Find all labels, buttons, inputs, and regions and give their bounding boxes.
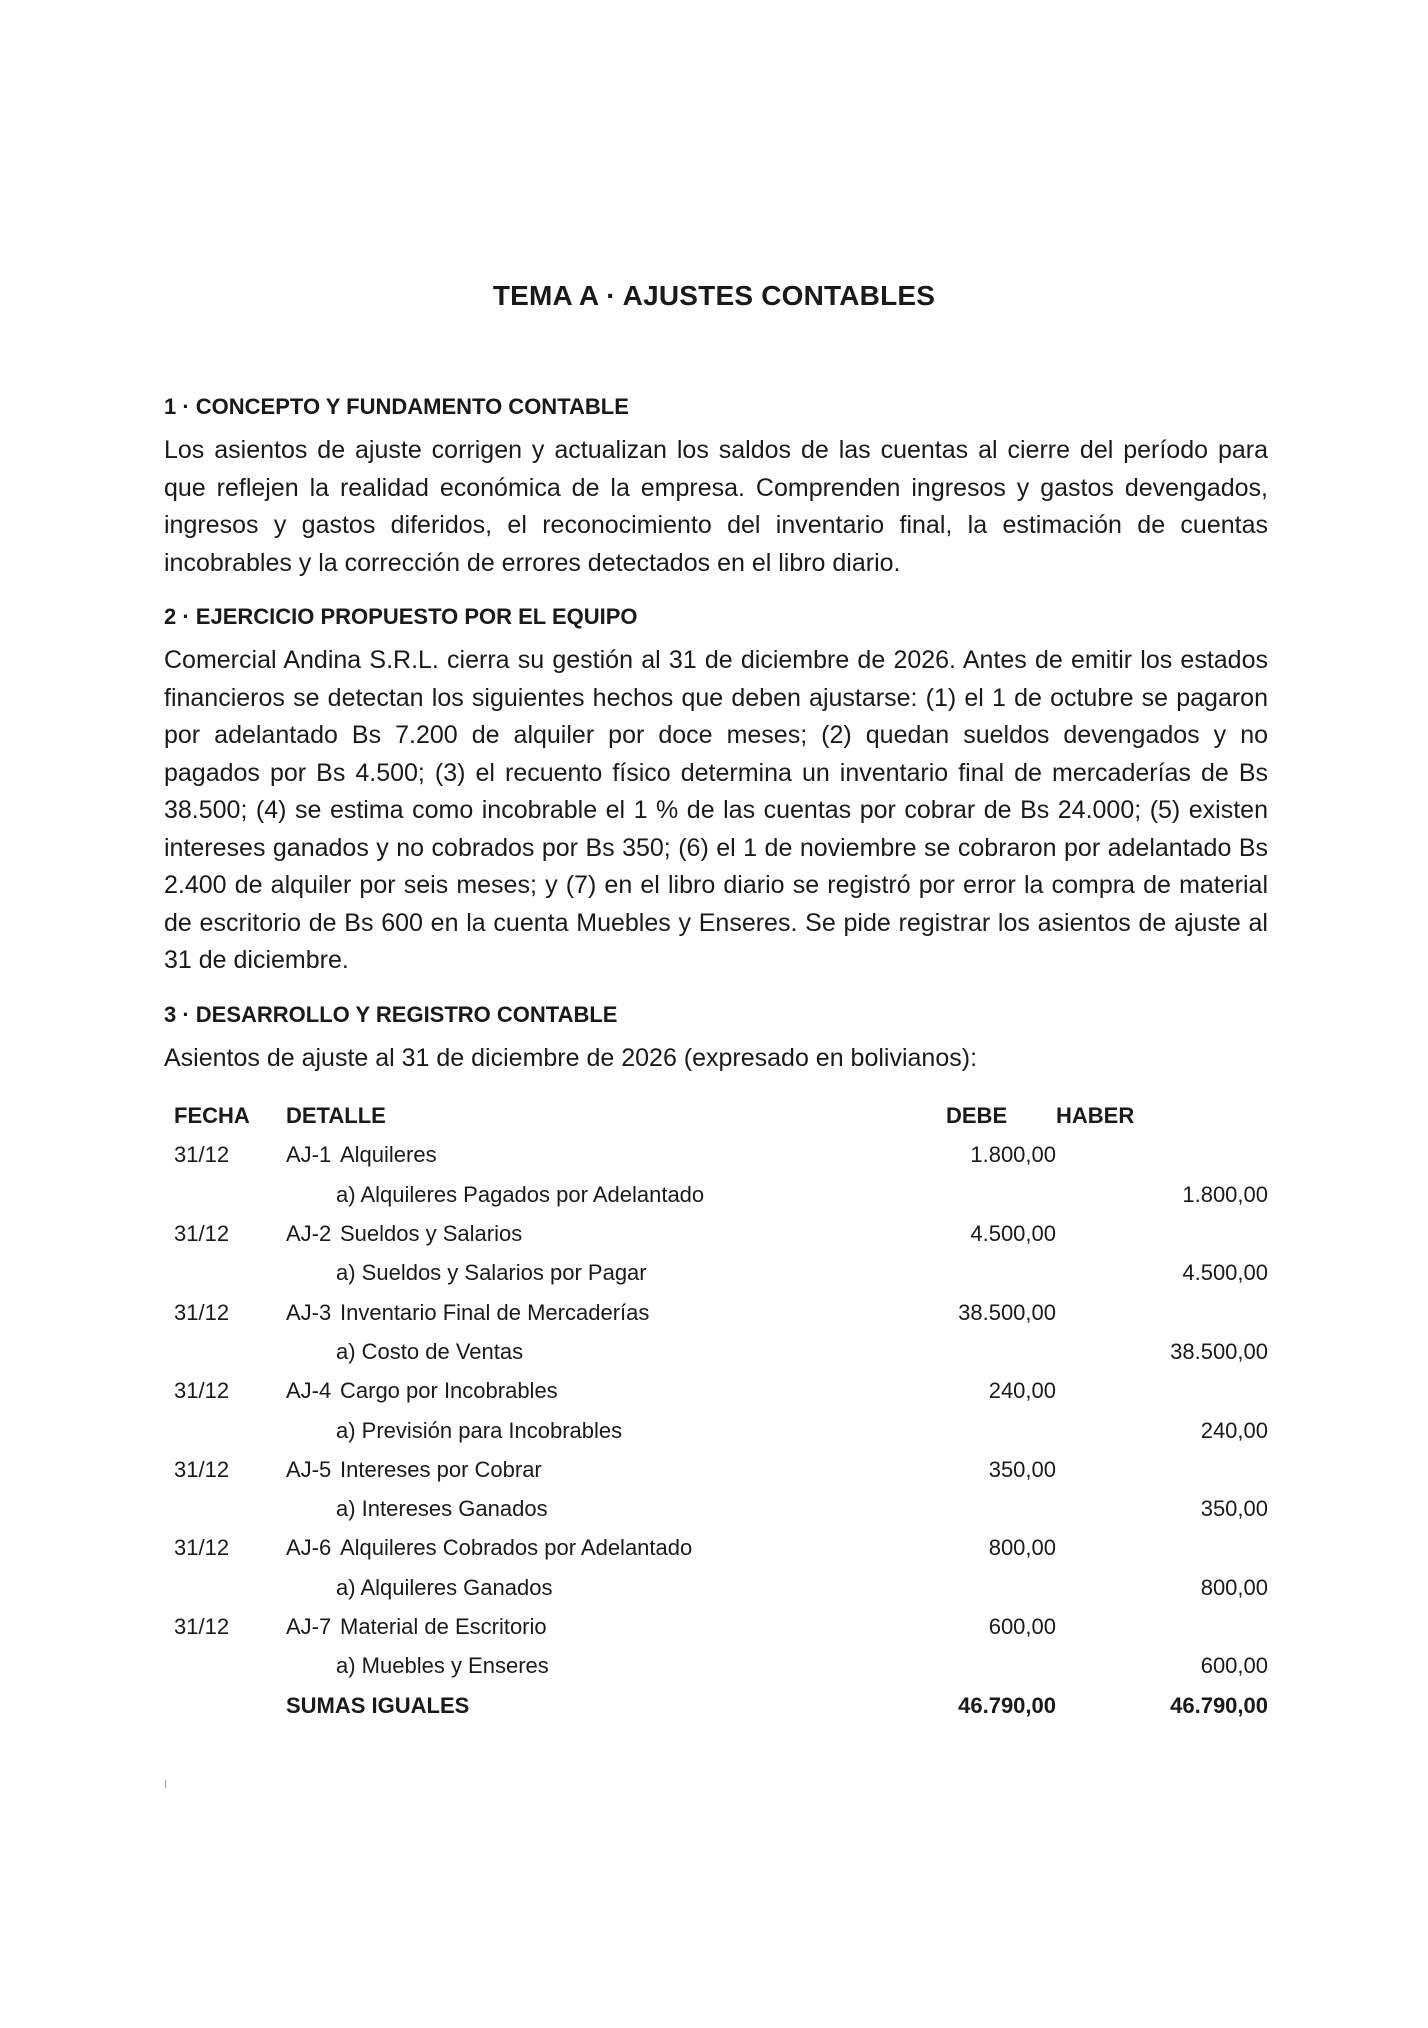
journal-debit-row <box>164 1293 1268 1332</box>
entry-debe: 600,00 <box>988 1614 1056 1639</box>
entry-debe: 4.500,00 <box>970 1221 1056 1247</box>
entry-debe-empty <box>946 1332 1056 1371</box>
credit-account: a) Sueldos y Salarios por Pagar <box>336 1260 647 1286</box>
entry-date-empty <box>164 1254 286 1293</box>
entry-debe-empty <box>946 1568 1056 1607</box>
section-exercise <box>164 602 1268 980</box>
entry-haber-empty <box>1056 1450 1268 1489</box>
entry-haber-empty <box>1056 1372 1268 1411</box>
entry-code: AJ-5 <box>286 1456 332 1482</box>
entry-haber: 600,00 <box>1200 1653 1268 1679</box>
entry-code: AJ-4 <box>286 1378 332 1404</box>
debit-account: Inventario Final de Mercaderías <box>340 1299 650 1325</box>
credit-account: a) Previsión para Incobrables <box>336 1417 623 1443</box>
document-body <box>164 392 1268 1725</box>
total-debe: 46.790,00 <box>958 1692 1056 1718</box>
entry-code: AJ-2 <box>286 1221 332 1247</box>
entry-haber-empty <box>1056 1214 1268 1253</box>
entry-date-empty <box>164 1411 286 1450</box>
page-mark <box>165 1780 166 1788</box>
journal-body <box>164 1136 1268 1686</box>
section-paragraph: Asientos de ajuste al 31 de diciembre de 2026 (expresado en bolivianos): <box>164 1043 978 1072</box>
journal-credit-row <box>164 1411 1268 1450</box>
entry-date-empty <box>164 1568 286 1607</box>
debit-account: Alquileres <box>340 1142 437 1168</box>
journal-credit-row <box>164 1332 1268 1371</box>
entry-haber: 350,00 <box>1200 1496 1268 1522</box>
entry-haber-empty <box>1056 1293 1268 1332</box>
journal-debit-row <box>164 1607 1268 1646</box>
entry-haber: 800,00 <box>1200 1574 1268 1600</box>
section-heading: 3 · DESARROLLO Y REGISTRO CONTABLE <box>164 1001 618 1027</box>
journal-debit-row <box>164 1529 1268 1568</box>
entry-date: 31/12 <box>174 1221 230 1247</box>
journal-credit-row <box>164 1568 1268 1607</box>
entry-date-empty <box>164 1332 286 1371</box>
section-heading: 1 · CONCEPTO Y FUNDAMENTO CONTABLE <box>164 394 629 419</box>
entry-debe: 1.800,00 <box>970 1142 1056 1168</box>
journal-credit-row <box>164 1489 1268 1528</box>
entry-debe-empty <box>946 1489 1056 1528</box>
debit-account: Alquileres Cobrados por Adelantado <box>340 1535 693 1561</box>
journal-total-row <box>164 1686 1268 1725</box>
entry-code: AJ-3 <box>286 1299 332 1325</box>
section-paragraph: Los asientos de ajuste corrigen y actualizan los saldos de las cuentas al cierre del período para que reflejen la realidad económica de la empresa. Comprenden ingresos y gastos devengados, ingresos y gastos diferidos, el reconocimiento del inventario final, la estimación de cuentas incobrables y la corrección de errores detectados en el libro diario. <box>164 436 1268 577</box>
header-haber: HABER <box>1056 1103 1135 1129</box>
journal-debit-row <box>164 1136 1268 1175</box>
entry-debe: 240,00 <box>988 1378 1056 1404</box>
entry-date: 31/12 <box>174 1299 230 1325</box>
credit-account: a) Intereses Ganados <box>336 1496 548 1522</box>
entry-haber-empty <box>1056 1136 1268 1175</box>
entry-haber: 4.500,00 <box>1182 1260 1268 1286</box>
entry-date: 31/12 <box>174 1535 230 1561</box>
credit-account: a) Costo de Ventas <box>336 1338 524 1364</box>
journal-credit-row <box>164 1254 1268 1293</box>
entry-detail <box>286 1293 946 1332</box>
journal-table <box>164 1097 1268 1726</box>
entry-haber-empty <box>1056 1529 1268 1568</box>
entry-date-empty <box>164 1489 286 1528</box>
entry-haber: 1.800,00 <box>1182 1181 1268 1207</box>
document-title: TEMA A · AJUSTES CONTABLES <box>492 280 936 311</box>
total-label: SUMAS IGUALES <box>286 1692 470 1718</box>
credit-account: a) Alquileres Pagados por Adelantado <box>336 1181 705 1207</box>
entry-detail <box>286 1372 946 1411</box>
entry-detail <box>286 1529 946 1568</box>
entry-date: 31/12 <box>174 1378 230 1404</box>
entry-haber: 38.500,00 <box>1170 1338 1268 1364</box>
section-heading: 2 · EJERCICIO PROPUESTO POR EL EQUIPO <box>164 604 638 629</box>
journal-header-row <box>164 1097 1268 1136</box>
entry-date-empty <box>164 1175 286 1214</box>
entry-debe-empty <box>946 1254 1056 1293</box>
section-development <box>164 1000 1268 1726</box>
debit-account: Intereses por Cobrar <box>340 1456 542 1482</box>
header-debe: DEBE <box>946 1103 1008 1129</box>
entry-code: AJ-1 <box>286 1142 332 1168</box>
debit-account: Material de Escritorio <box>340 1614 547 1639</box>
journal-debit-row <box>164 1450 1268 1489</box>
entry-detail <box>286 1450 946 1489</box>
credit-account: a) Alquileres Ganados <box>336 1574 553 1600</box>
entry-detail <box>286 1607 946 1646</box>
entry-debe: 38.500,00 <box>958 1299 1056 1325</box>
entry-date: 31/12 <box>174 1142 230 1168</box>
entry-debe-empty <box>946 1411 1056 1450</box>
entry-debe: 800,00 <box>988 1535 1056 1561</box>
total-empty-cell <box>164 1686 286 1725</box>
header-fecha: FECHA <box>174 1103 250 1129</box>
journal-credit-row <box>164 1175 1268 1214</box>
journal-credit-row <box>164 1647 1268 1686</box>
entry-debe-empty <box>946 1647 1056 1686</box>
section-concept <box>164 392 1268 582</box>
entry-debe-empty <box>946 1175 1056 1214</box>
entry-date: 31/12 <box>174 1614 230 1639</box>
credit-account: a) Muebles y Enseres <box>336 1653 549 1679</box>
entry-date: 31/12 <box>174 1456 230 1482</box>
debit-account: Sueldos y Salarios <box>340 1221 523 1247</box>
entry-date-empty <box>164 1647 286 1686</box>
entry-haber-empty <box>1056 1607 1268 1646</box>
entry-haber: 240,00 <box>1200 1417 1268 1443</box>
entry-debe: 350,00 <box>988 1456 1056 1482</box>
entry-code: AJ-6 <box>286 1535 332 1561</box>
total-haber: 46.790,00 <box>1170 1692 1268 1718</box>
debit-account: Cargo por Incobrables <box>340 1378 558 1404</box>
journal-debit-row <box>164 1214 1268 1253</box>
section-paragraph: Comercial Andina S.R.L. cierra su gestión al 31 de diciembre de 2026. Antes de emitir los estados financieros se detectan los siguientes hechos que deben ajustarse: (1) el 1 de octubre se pagaron por adelantado Bs 7.200 de alquiler por doce meses; (2) quedan sueldos devengados y no pagados por Bs 4.500; (3) el recuento físico determina un inventario final de mercaderías de Bs 38.500; (4) se estima como incobrable el 1 % de las cuentas por cobrar de Bs 24.000; (5) existen intereses ganados y no cobrados por Bs 350; (6) el 1 de noviembre se cobraron por adelantado Bs 2.400 de alquiler por seis meses; y (7) en el libro diario se registró por error la compra de material de escritorio de Bs 600 en la cuenta Muebles y Enseres. Se pide registrar los asientos de ajuste al 31 de diciembre. <box>164 646 1268 974</box>
entry-detail <box>286 1214 946 1253</box>
entry-code: AJ-7 <box>286 1614 332 1639</box>
journal-debit-row <box>164 1372 1268 1411</box>
header-detalle: DETALLE <box>286 1103 386 1129</box>
entry-detail <box>286 1136 946 1175</box>
